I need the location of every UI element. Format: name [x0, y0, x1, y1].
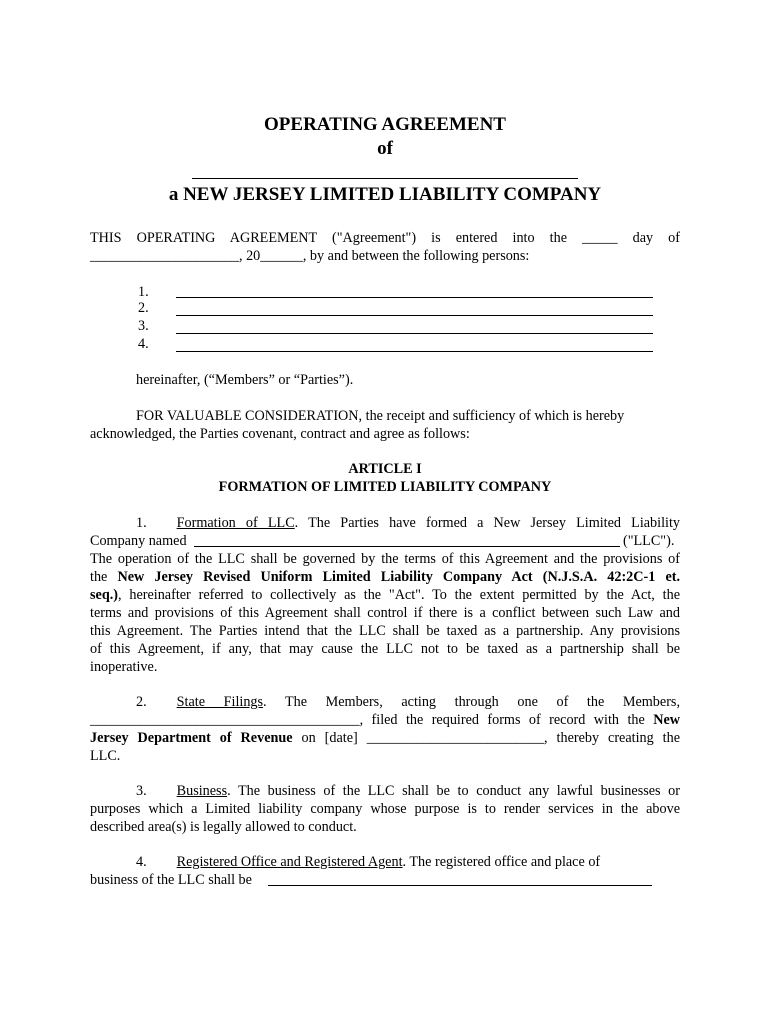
section3-line-2: purposes which a Limited liability company whose purpose is to render services in the above: [90, 801, 680, 817]
section2-new: New: [653, 712, 680, 728]
doc-title: OPERATING AGREEMENT: [264, 114, 506, 135]
section1-act-seq: seq.): [90, 587, 118, 603]
person-number-1: 1.: [138, 284, 149, 300]
intro-line-2: _____________________, 20______, by and between the following persons:: [90, 248, 530, 264]
section2-heading: State Filings: [176, 694, 264, 710]
company-name-blank: [192, 178, 578, 179]
section1-line-4: [90, 568, 680, 586]
doc-subtitle: a NEW JERSEY LIMITED LIABILITY COMPANY: [168, 184, 602, 205]
registered-office-blank: [268, 885, 652, 886]
section1-llc-label: ("LLC").: [623, 533, 675, 549]
section2-line-1-text: . The Members, acting through one of the Members,: [263, 694, 680, 710]
article-number: ARTICLE I: [348, 461, 422, 477]
section2-line-4: LLC.: [90, 748, 121, 764]
section2-line-1: [136, 693, 680, 711]
section4-heading: Registered Office and Registered Agent: [176, 854, 403, 870]
person-blank-3: [176, 333, 653, 334]
article-title: FORMATION OF LIMITED LIABILITY COMPANY: [218, 479, 552, 495]
section3-number: 3.: [136, 783, 147, 799]
section2-line-2-text: ______________________________________, filed the required forms of record with the: [90, 712, 645, 728]
section3-line-1-text: . The business of the LLC shall be to conduct any lawful businesses or: [227, 783, 680, 799]
section4-line-2: business of the LLC shall be: [90, 872, 252, 888]
section1-company-named: Company named: [90, 533, 187, 549]
section3-line-1: [136, 782, 680, 800]
person-number-2: 2.: [138, 300, 149, 316]
section1-line-9: inoperative.: [90, 659, 158, 675]
section1-line-6: terms and provisions of this Agreement shall control if there is a conflict between such Law and: [90, 605, 680, 621]
section3-heading: Business: [176, 783, 228, 799]
section2-line-3-text: on [date] _________________________, thereby creating the: [301, 730, 681, 746]
section3-line-3: described area(s) is legally allowed to conduct.: [90, 819, 357, 835]
consideration-line-1: FOR VALUABLE CONSIDERATION, the receipt and sufficiency of which is hereby: [136, 408, 625, 424]
section2-line-3: [90, 729, 680, 747]
section1-line-4-the: the: [90, 569, 108, 585]
section1-line-1-text: . The Parties have formed a New Jersey Limited Liability: [294, 515, 681, 531]
section4-line-1-text: . The registered office and place of: [402, 854, 601, 870]
section1-line-8: of this Agreement, if any, that may cause the LLC not to be taxed as a partnership shall be: [90, 641, 680, 657]
consideration-line-2: acknowledged, the Parties covenant, contract and agree as follows:: [90, 426, 470, 442]
section1-line-5-text: , hereinafter referred to collectively as the "Act". To the extent permitted by the Act, the: [117, 587, 680, 603]
section2-number: 2.: [136, 694, 147, 710]
person-number-3: 3.: [138, 318, 149, 334]
section1-line-3: The operation of the LLC shall be governed by the terms of this Agreement and the provisions of: [90, 551, 680, 567]
section1-line-7: this Agreement. The Parties intend that the LLC shall be taxed as a partnership. Any provisions: [90, 623, 680, 639]
section1-line-2: [90, 532, 680, 550]
person-blank-2: [176, 315, 653, 316]
section2-department: Jersey Department of Revenue: [90, 730, 293, 746]
section4-line-1: [136, 853, 680, 871]
section1-number: 1.: [136, 515, 147, 531]
person-number-4: 4.: [138, 336, 149, 352]
person-blank-1: [176, 297, 653, 298]
section1-line-1: [136, 514, 680, 532]
section4-number: 4.: [136, 854, 147, 870]
llc-name-blank: [194, 546, 620, 547]
doc-title-of: of: [377, 138, 393, 159]
person-blank-4: [176, 351, 653, 352]
section1-line-5: [90, 586, 680, 604]
section1-act-name: New Jersey Revised Uniform Limited Liability Company Act (N.J.S.A. 42:2C-1 et.: [117, 569, 681, 585]
hereinafter-text: hereinafter, (“Members” or “Parties”).: [136, 372, 354, 388]
intro-line-1: THIS OPERATING AGREEMENT ("Agreement") is entered into the _____ day of: [90, 230, 680, 246]
section1-heading: Formation of LLC: [176, 515, 295, 531]
section2-line-2: [90, 711, 680, 729]
